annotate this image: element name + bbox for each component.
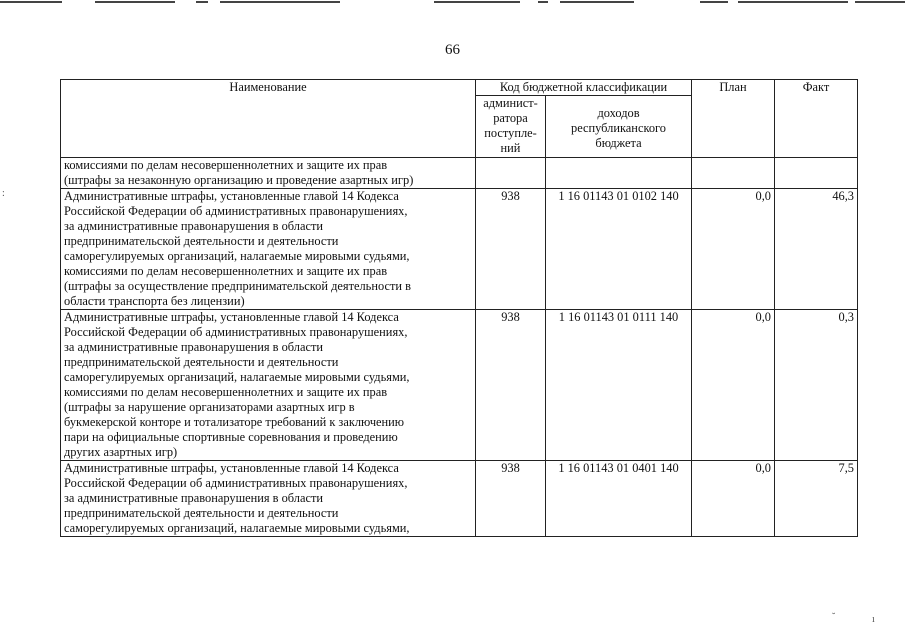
header-income: доходов республиканского бюджета [546, 96, 692, 158]
header-plan: План [692, 80, 775, 158]
scan-line [538, 1, 548, 3]
table-row [61, 158, 858, 189]
row-plan: 0,0 [692, 189, 775, 310]
page-number: 66 [445, 42, 460, 58]
header-row [61, 80, 858, 96]
row-fact: 0,3 [775, 310, 858, 461]
row-fact: 7,5 [775, 461, 858, 537]
row-budget-code: 1 16 01143 01 0111 140 [546, 310, 692, 461]
header-fact: Факт [775, 80, 858, 158]
scan-speck: ı [872, 614, 875, 625]
scan-line [95, 1, 175, 3]
scan-line [738, 1, 848, 3]
scan-line [0, 1, 62, 3]
scan-line [700, 1, 728, 3]
table-row [61, 189, 858, 310]
row-budget-code [546, 158, 692, 189]
row-admin-code: 938 [476, 461, 546, 537]
table-row [61, 461, 858, 537]
row-name: комиссиями по делам несовершеннолетних и защите их прав (штрафы за незаконную организацию и проведение азартных игр) [61, 158, 476, 189]
row-name: Административные штрафы, установленные главой 14 Кодекса Российской Федерации об административных правонарушениях, за административные правонарушения в области предпринимательской деятельности и деятельности саморегулируемых организаций, налагаемые мировыми судьями, комиссиями по делам несовершеннолетних и защите их прав (штрафы за нарушение организаторами азартных игр в букмекерской конторе и тотализаторе требований к заключению пари на официальные спортивные соревнования и проведению других азартных игр) [61, 310, 476, 461]
budget-table [60, 79, 858, 537]
row-fact: 46,3 [775, 189, 858, 310]
table-row [61, 310, 858, 461]
scan-line [220, 1, 340, 3]
header-admin: админист- ратора поступле- ний [476, 96, 546, 158]
row-admin-code: 938 [476, 189, 546, 310]
row-name: Административные штрафы, установленные главой 14 Кодекса Российской Федерации об административных правонарушениях, за административные правонарушения в области предпринимательской деятельности и деятельности саморегулируемых организаций, налагаемые мировыми судьями, [61, 461, 476, 537]
row-plan: 0,0 [692, 461, 775, 537]
row-budget-code: 1 16 01143 01 0102 140 [546, 189, 692, 310]
header-name: Наименование [61, 80, 476, 158]
row-admin-code: 938 [476, 310, 546, 461]
scan-line [560, 1, 634, 3]
header-code-group: Код бюджетной классификации [476, 80, 692, 96]
row-admin-code [476, 158, 546, 189]
row-plan: 0,0 [692, 310, 775, 461]
row-plan [692, 158, 775, 189]
scan-speck: : [2, 188, 5, 199]
scan-speck: ˘ [832, 612, 836, 623]
row-name: Административные штрафы, установленные главой 14 Кодекса Российской Федерации об административных правонарушениях, за административные правонарушения в области предпринимательской деятельности и деятельности саморегулируемых организаций, налагаемые мировыми судьями, комиссиями по делам несовершеннолетних и защите их прав (штрафы за осуществление предпринимательской деятельности в области транспорта без лицензии) [61, 189, 476, 310]
scan-line [434, 1, 520, 3]
scan-line [196, 1, 208, 3]
row-budget-code: 1 16 01143 01 0401 140 [546, 461, 692, 537]
scan-line [855, 1, 905, 3]
row-fact [775, 158, 858, 189]
